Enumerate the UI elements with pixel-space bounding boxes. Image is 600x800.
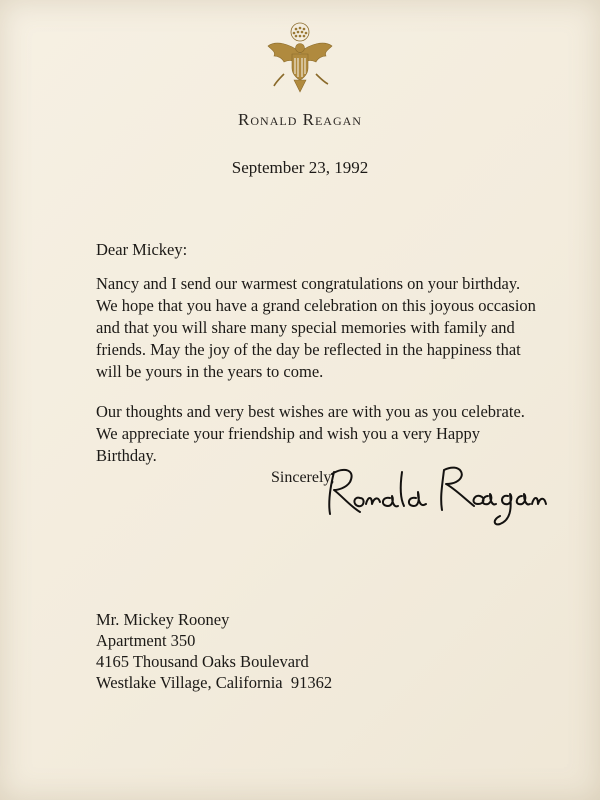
letterhead-name: Ronald Reagan — [238, 110, 362, 129]
salutation: Dear Mickey: — [96, 240, 188, 259]
handwritten-signature — [320, 452, 550, 532]
letter-date: September 23, 1992 — [231, 158, 369, 177]
closing: Sincerely, — [271, 469, 335, 486]
presidential-eagle-seal-icon — [262, 22, 338, 98]
address-line: Mr. Mickey Rooney — [96, 610, 230, 629]
body-paragraph-2: Our thoughts and very best wishes are with you as you celebrate. We appreciate your friendship and wish you a very Happy Birthday. — [96, 402, 525, 465]
address-line: 4165 Thousand Oaks Boulevard — [96, 652, 309, 671]
address-line: Westlake Village, California 91362 — [96, 673, 333, 692]
recipient-address — [96, 609, 332, 693]
address-line: Apartment 350 — [96, 631, 196, 650]
body-paragraph-1: Nancy and I send our warmest congratulations on your birthday. We hope that you have a grand celebration on this joyous occasion and that you will share many special memories with family and friends. May the joy of the day be reflected in the happiness that will be yours in the years to come. — [96, 274, 536, 381]
